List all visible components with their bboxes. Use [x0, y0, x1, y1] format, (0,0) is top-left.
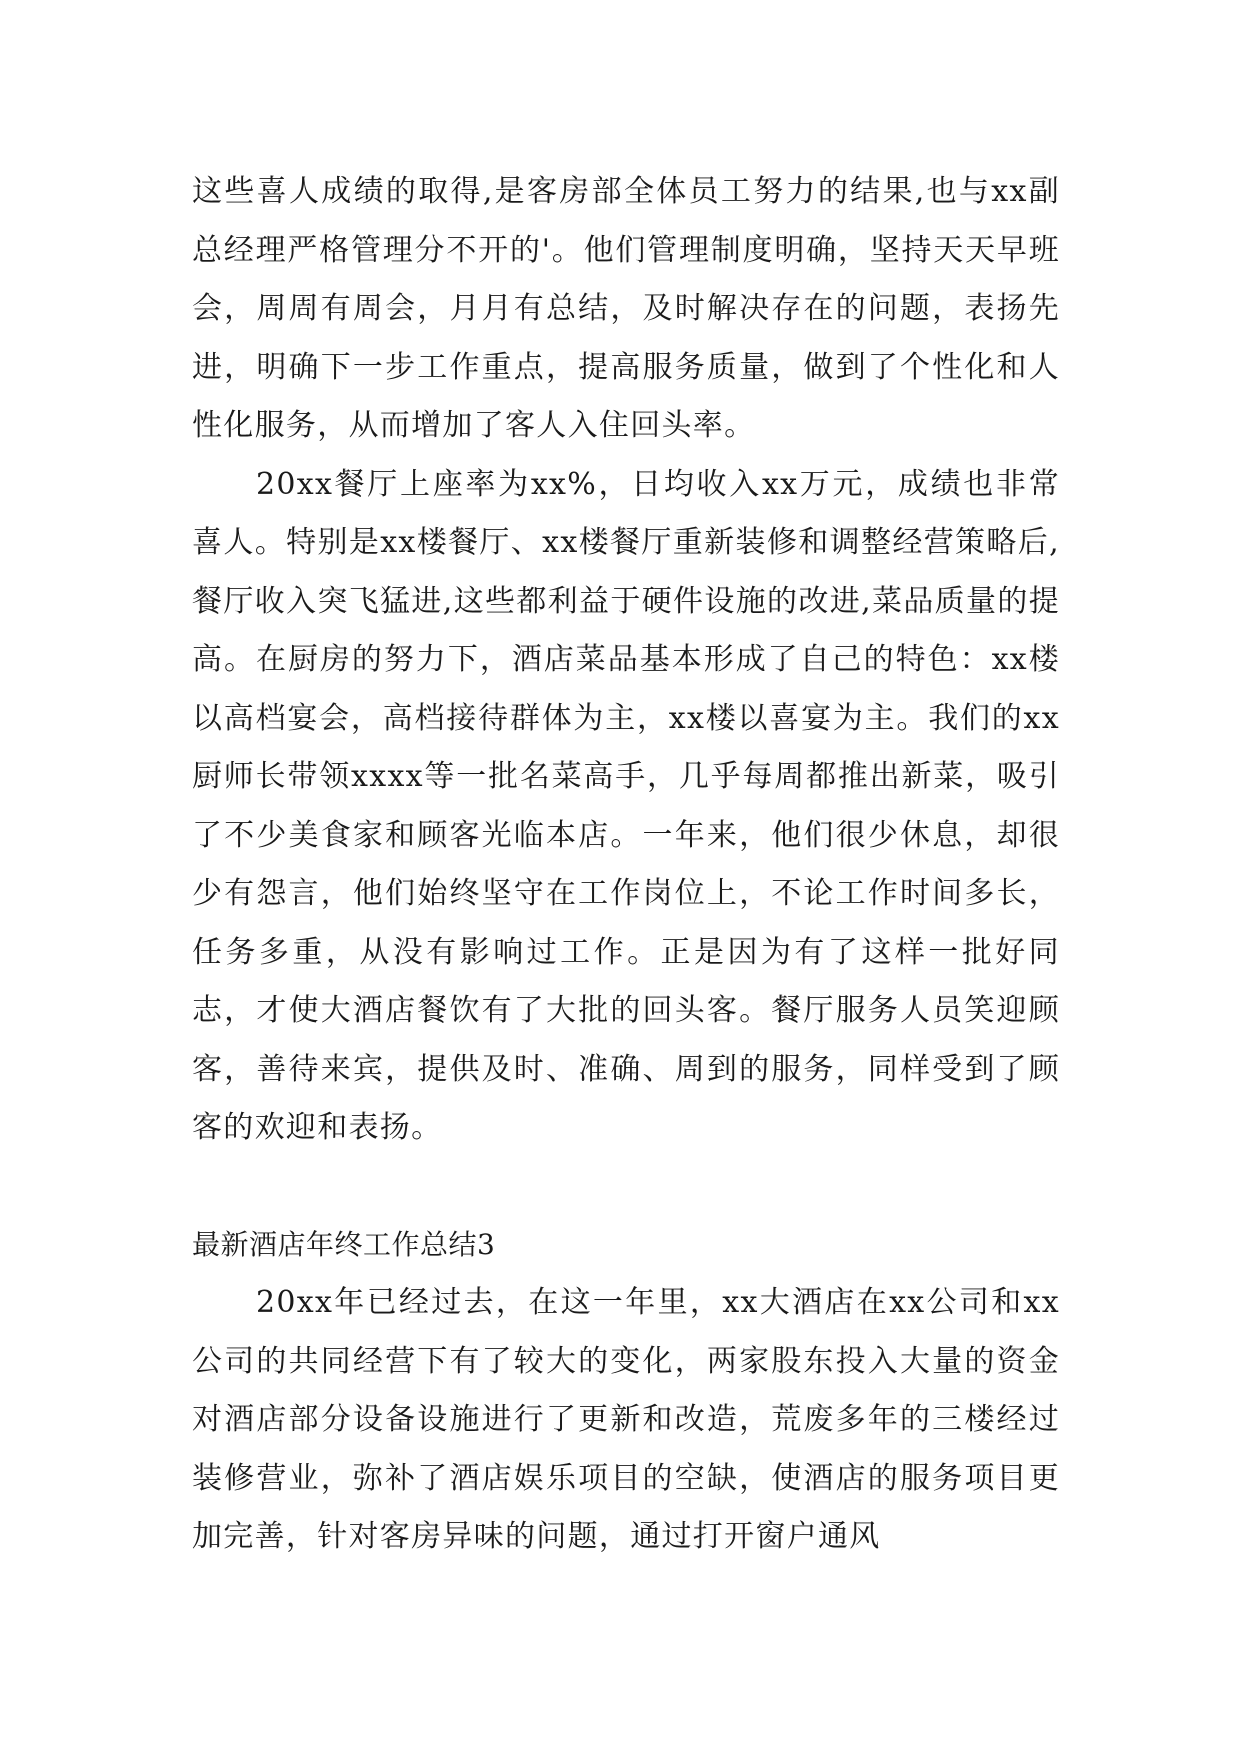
document-body — [192, 163, 1060, 1567]
paragraph-restaurant: 20xx餐厅上座率为xx%，日均收入xx万元，成绩也非常喜人。特别是xx楼餐厅、xx楼餐厅重新装修和调整经营策略后,餐厅收入突飞猛进,这些都利益于硬件设施的改进,菜品质量的提高。在厨房的努力下，酒店菜品基本形成了自己的特色：xx楼以高档宴会，高档接待群体为主，xx楼以喜宴为主。我们的xx厨师长带领xxxx等一批名菜高手，几乎每周都推出新菜，吸引了不少美食家和顾客光临本店。一年来，他们很少休息，却很少有怨言，他们始终坚守在工作岗位上，不论工作时间多长，任务多重，从没有影响过工作。正是因为有了这样一批好同志，才使大酒店餐饮有了大批的回头客。餐厅服务人员笑迎顾客，善待来宾，提供及时、准确、周到的服务，同样受到了顾客的欢迎和表扬。 — [192, 466, 1060, 1145]
section-heading: 最新酒店年终工作总结3 — [192, 1227, 496, 1261]
paragraph-room-department: 这些喜人成绩的取得,是客房部全体员工努力的结果,也与xx副总经理严格管理分不开的'。他们管理制度明确，坚持天天早班会，周周有周会，月月有总结，及时解决存在的问题，表扬先进，明确下一步工作重点，提高服务质量，做到了个性化和人性化服务，从而增加了客人入住回头率。 — [192, 174, 1060, 443]
paragraph-year-summary: 20xx年已经过去，在这一年里，xx大酒店在xx公司和xx公司的共同经营下有了较大的变化，两家股东投入大量的资金对酒店部分设备设施进行了更新和改造，荒废多年的三楼经过装修营业，弥补了酒店娱乐项目的空缺，使酒店的服务项目更加完善，针对客房异味的问题，通过打开窗户通风 — [192, 1285, 1060, 1554]
